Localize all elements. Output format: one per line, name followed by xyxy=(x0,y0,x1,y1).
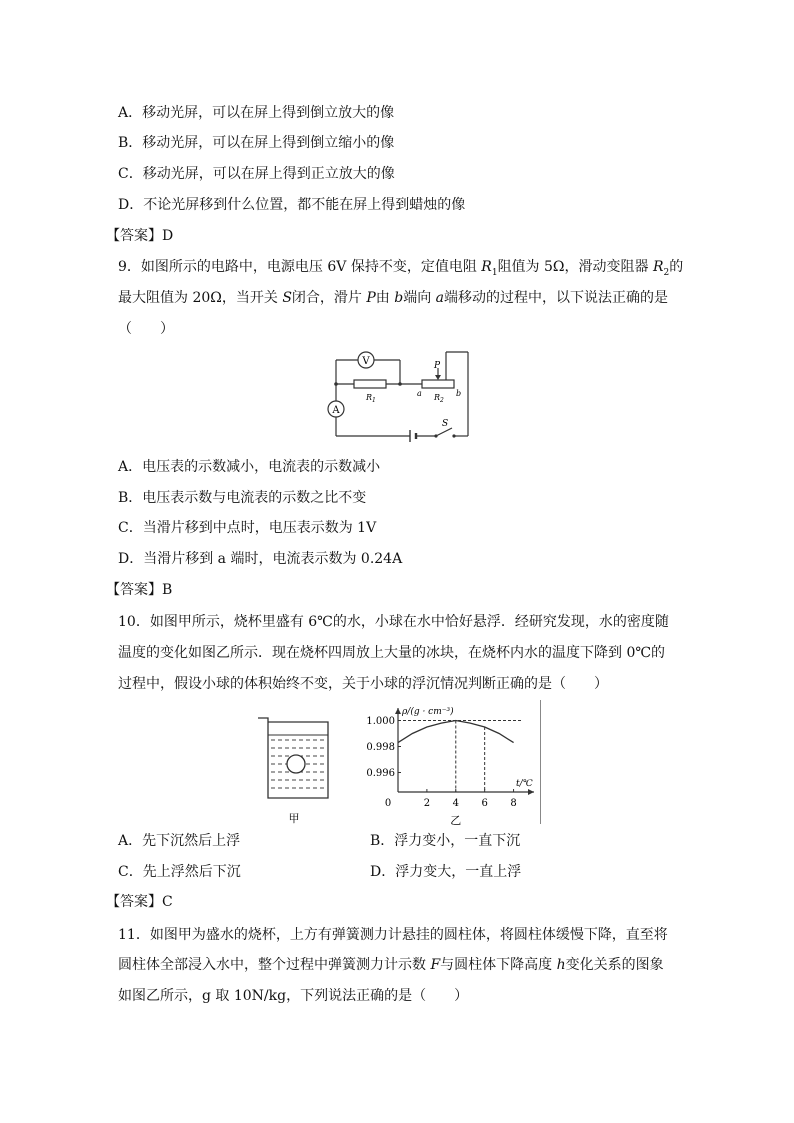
q9-text: 端移动的过程中，以下说法正确的是 xyxy=(444,290,669,306)
q11-stem-line2 xyxy=(118,955,664,975)
y-axis-label: ρ/(g · cm⁻³) xyxy=(402,707,454,717)
resistor-r1 xyxy=(354,380,386,388)
q9-text: 阻值为 5Ω，滑动变阻器 xyxy=(497,259,653,275)
beaker-figure xyxy=(252,712,336,828)
y-tick-label: 0.996 xyxy=(366,768,395,779)
x-axis-label: t/℃ xyxy=(516,779,533,789)
x-tick-label: 2 xyxy=(423,798,431,809)
q9-option-a: A．电压表的示数减小，电流表的示数减小 xyxy=(118,459,381,475)
q9-text: 9．如图所示的电路中，电源电压 6V 保持不变，定值电阻 xyxy=(118,259,482,275)
r1-label xyxy=(365,393,376,404)
var-s: S xyxy=(282,290,292,306)
q11-stem-line3: 如图乙所示，g 取 10N/kg，下列说法正确的是（ ） xyxy=(118,988,469,1004)
var-b: b xyxy=(394,290,404,306)
q11-text: 圆柱体全部浸入水中，整个过程中弹簧测力计示数 xyxy=(118,957,431,973)
q9-text: 的 xyxy=(669,259,684,275)
q8-option-d: D．不论光屏移到什么位置，都不能在屏上得到蜡烛的像 xyxy=(118,197,466,213)
q10-answer: 【答案】C xyxy=(106,894,173,910)
q9-stem-line1 xyxy=(118,257,683,283)
figure-border xyxy=(540,700,541,824)
sub-1: 1 xyxy=(491,267,498,278)
q8-option-c: C．移动光屏，可以在屏上得到正立放大的像 xyxy=(118,166,395,182)
q8-option-b: B．移动光屏，可以在屏上得到倒立缩小的像 xyxy=(118,135,395,151)
q9-stem-line3: （ ） xyxy=(118,321,174,337)
q9-stem-line2 xyxy=(118,288,668,308)
y-tick-label: 1.000 xyxy=(366,716,395,727)
x-tick-label: 6 xyxy=(481,798,488,809)
q11-text: 变化关系的图象 xyxy=(565,957,664,973)
x-tick-label: 0 xyxy=(384,798,392,809)
ball-icon xyxy=(287,755,305,773)
r1-letter: R xyxy=(366,393,373,402)
r1-sub: 1 xyxy=(372,397,376,404)
q8-answer: 【答案】D xyxy=(106,228,174,244)
switch-label: S xyxy=(442,419,449,429)
q11-stem-line1: 11．如图甲为盛水的烧杯，上方有弹簧测力计悬挂的圆柱体，将圆柱体缓慢下降，直至将 xyxy=(118,927,668,943)
resistor-r2 xyxy=(422,380,454,388)
q9-answer: 【答案】B xyxy=(106,582,173,598)
q8-option-a: A．移动光屏，可以在屏上得到倒立放大的像 xyxy=(118,105,395,121)
var-r1: R xyxy=(481,259,492,275)
var-f: F xyxy=(430,957,441,973)
y-tick-label: 0.998 xyxy=(366,742,395,753)
q10-option-b: B．浮力变小，一直下沉 xyxy=(370,833,521,849)
x-axis-arrow-icon xyxy=(528,789,534,795)
end-a-label: a xyxy=(417,389,422,398)
var-r2: R xyxy=(652,259,664,275)
x-tick-label: 8 xyxy=(510,798,517,809)
end-b-label: b xyxy=(456,389,462,398)
q10-option-c: C．先上浮然后下沉 xyxy=(118,864,241,880)
q9-text: 最大阻值为 20Ω，当开关 xyxy=(118,290,283,306)
r2-label xyxy=(433,393,444,404)
fig-jia-label: 甲 xyxy=(288,812,300,825)
q9-option-d: D．当滑片移到 a 端时，电流表示数为 0.24A xyxy=(118,551,403,567)
q10-option-d: D．浮力变大，一直上浮 xyxy=(370,864,522,880)
var-a: a xyxy=(435,290,445,306)
chart-title: 乙 xyxy=(450,814,462,827)
ammeter-label: A xyxy=(332,405,340,416)
q10-stem-line3: 过程中，假设小球的体积始终不变，关于小球的浮沉情况判断正确的是（ ） xyxy=(118,676,608,692)
r2-letter: R xyxy=(434,393,441,402)
q10-stem-line1: 10．如图甲所示，烧杯里盛有 6℃的水，小球在水中恰好悬浮．经研究发现，水的密度随 xyxy=(118,614,669,630)
var-p: P xyxy=(366,290,376,306)
slider-label: P xyxy=(434,361,441,371)
q10-option-a: A．先下沉然后上浮 xyxy=(118,833,241,849)
q9-text: 闭合，滑片 xyxy=(291,290,367,306)
var-h: h xyxy=(556,957,566,973)
y-axis-arrow-icon xyxy=(395,708,401,714)
r2-sub: 2 xyxy=(440,397,444,404)
sub-2: 2 xyxy=(663,267,670,278)
x-tick-label: 4 xyxy=(452,798,459,809)
slider-arrow-icon xyxy=(435,375,441,380)
q9-text: 端向 xyxy=(403,290,436,306)
q9-text: 由 xyxy=(375,290,395,306)
q9-option-b: B．电压表示数与电流表的示数之比不变 xyxy=(118,490,367,506)
density-chart xyxy=(360,700,546,828)
q9-option-c: C．当滑片移到中点时，电压表示数为 1V xyxy=(118,520,377,536)
voltmeter-label: V xyxy=(362,356,370,367)
circuit-diagram xyxy=(326,346,476,444)
switch-icon xyxy=(436,428,452,436)
q11-text: 与圆柱体下降高度 xyxy=(440,957,557,973)
q10-stem-line2: 温度的变化如图乙所示．现在烧杯四周放上大量的冰块，在烧杯内水的温度下降到 0℃的 xyxy=(118,645,666,661)
